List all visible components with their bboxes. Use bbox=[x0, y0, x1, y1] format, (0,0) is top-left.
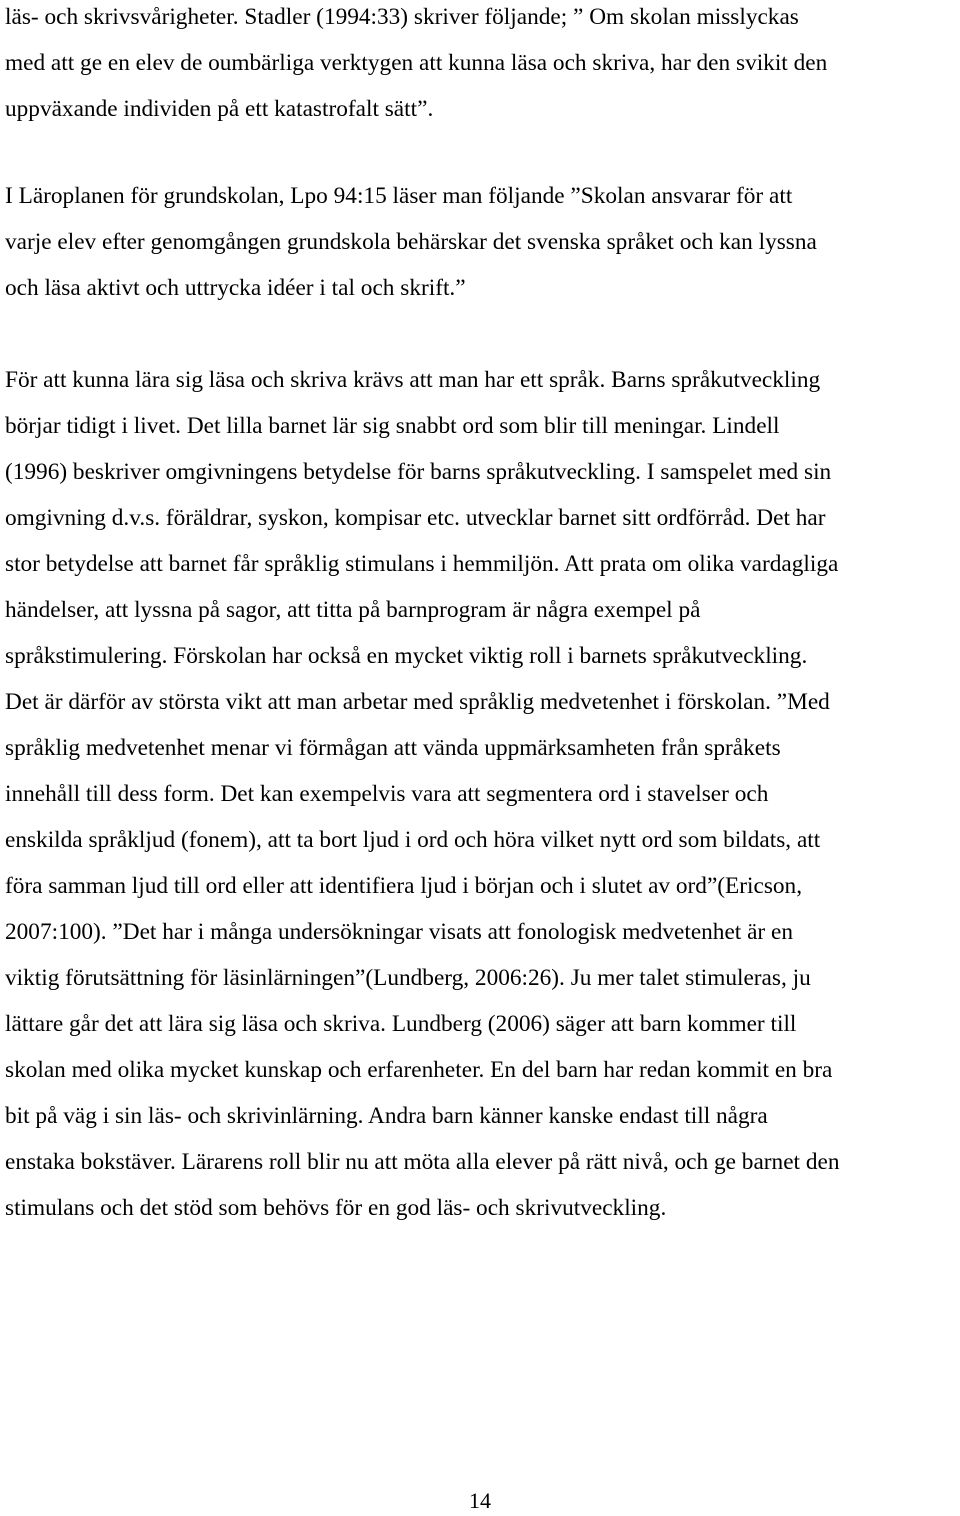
page-number: 14 bbox=[469, 1488, 491, 1513]
text-line: börjar tidigt i livet. Det lilla barnet lär sig snabbt ord som blir till meningar. Lindell bbox=[5, 413, 780, 439]
text-line: språkstimulering. Förskolan har också en mycket viktig roll i barnets språkutveckling. bbox=[5, 643, 808, 669]
text-line: föra samman ljud till ord eller att identifiera ljud i början och i slutet av ord”(Ericson, bbox=[5, 873, 803, 899]
text-line: språklig medvetenhet menar vi förmågan att vända uppmärksamheten från språkets bbox=[5, 735, 781, 761]
text-line: skolan med olika mycket kunskap och erfarenheter. En del barn har redan kommit en bra bbox=[5, 1057, 833, 1083]
text-line: stimulans och det stöd som behövs för en god läs- och skrivutveckling. bbox=[5, 1195, 667, 1221]
text-line: enstaka bokstäver. Lärarens roll blir nu att möta alla elever på rätt nivå, och ge barnet den bbox=[5, 1149, 840, 1175]
text-line: händelser, att lyssna på sagor, att titta på barnprogram är några exempel på bbox=[5, 597, 701, 623]
text-line: och läsa aktivt och uttrycka idéer i tal och skrift.” bbox=[5, 275, 466, 301]
text-line: Det är därför av största vikt att man arbetar med språklig medvetenhet i förskolan. ”Med bbox=[5, 689, 830, 715]
text-line: innehåll till dess form. Det kan exempelvis vara att segmentera ord i stavelser och bbox=[5, 781, 769, 807]
paragraph-3 bbox=[5, 357, 957, 1231]
paragraph-1 bbox=[5, 0, 957, 132]
text-line: bit på väg i sin läs- och skrivinlärning. Andra barn känner kanske endast till några bbox=[5, 1103, 768, 1129]
paragraph-2 bbox=[5, 173, 957, 311]
text-line: viktig förutsättning för läsinlärningen”(Lundberg, 2006:26). Ju mer talet stimuleras, ju bbox=[5, 965, 811, 991]
text-line: 2007:100). ”Det har i många undersökningar visats att fonologisk medvetenhet är en bbox=[5, 919, 793, 945]
text-line: läs- och skrivsvårigheter. Stadler (1994:33) skriver följande; ” Om skolan misslyckas bbox=[5, 4, 799, 30]
text-line: med att ge en elev de oumbärliga verktygen att kunna läsa och skriva, har den svikit den bbox=[5, 50, 828, 76]
text-line: För att kunna lära sig läsa och skriva krävs att man har ett språk. Barns språkutveckling bbox=[5, 367, 821, 393]
text-line: enskilda språkljud (fonem), att ta bort ljud i ord och höra vilket nytt ord som bildats, att bbox=[5, 827, 821, 853]
text-line: varje elev efter genomgången grundskola behärskar det svenska språket och kan lyssna bbox=[5, 229, 817, 255]
text-line: (1996) beskriver omgivningens betydelse för barns språkutveckling. I samspelet med sin bbox=[5, 459, 832, 485]
text-line: uppväxande individen på ett katastrofalt sätt”. bbox=[5, 96, 434, 122]
text-line: lättare går det att lära sig läsa och skriva. Lundberg (2006) säger att barn kommer till bbox=[5, 1011, 797, 1037]
text-line: I Läroplanen för grundskolan, Lpo 94:15 läser man följande ”Skolan ansvarar för att bbox=[5, 183, 793, 209]
text-line: omgivning d.v.s. föräldrar, syskon, kompisar etc. utvecklar barnet sitt ordförråd. Det har bbox=[5, 505, 826, 531]
text-line: stor betydelse att barnet får språklig stimulans i hemmiljön. Att prata om olika vardagliga bbox=[5, 551, 839, 577]
